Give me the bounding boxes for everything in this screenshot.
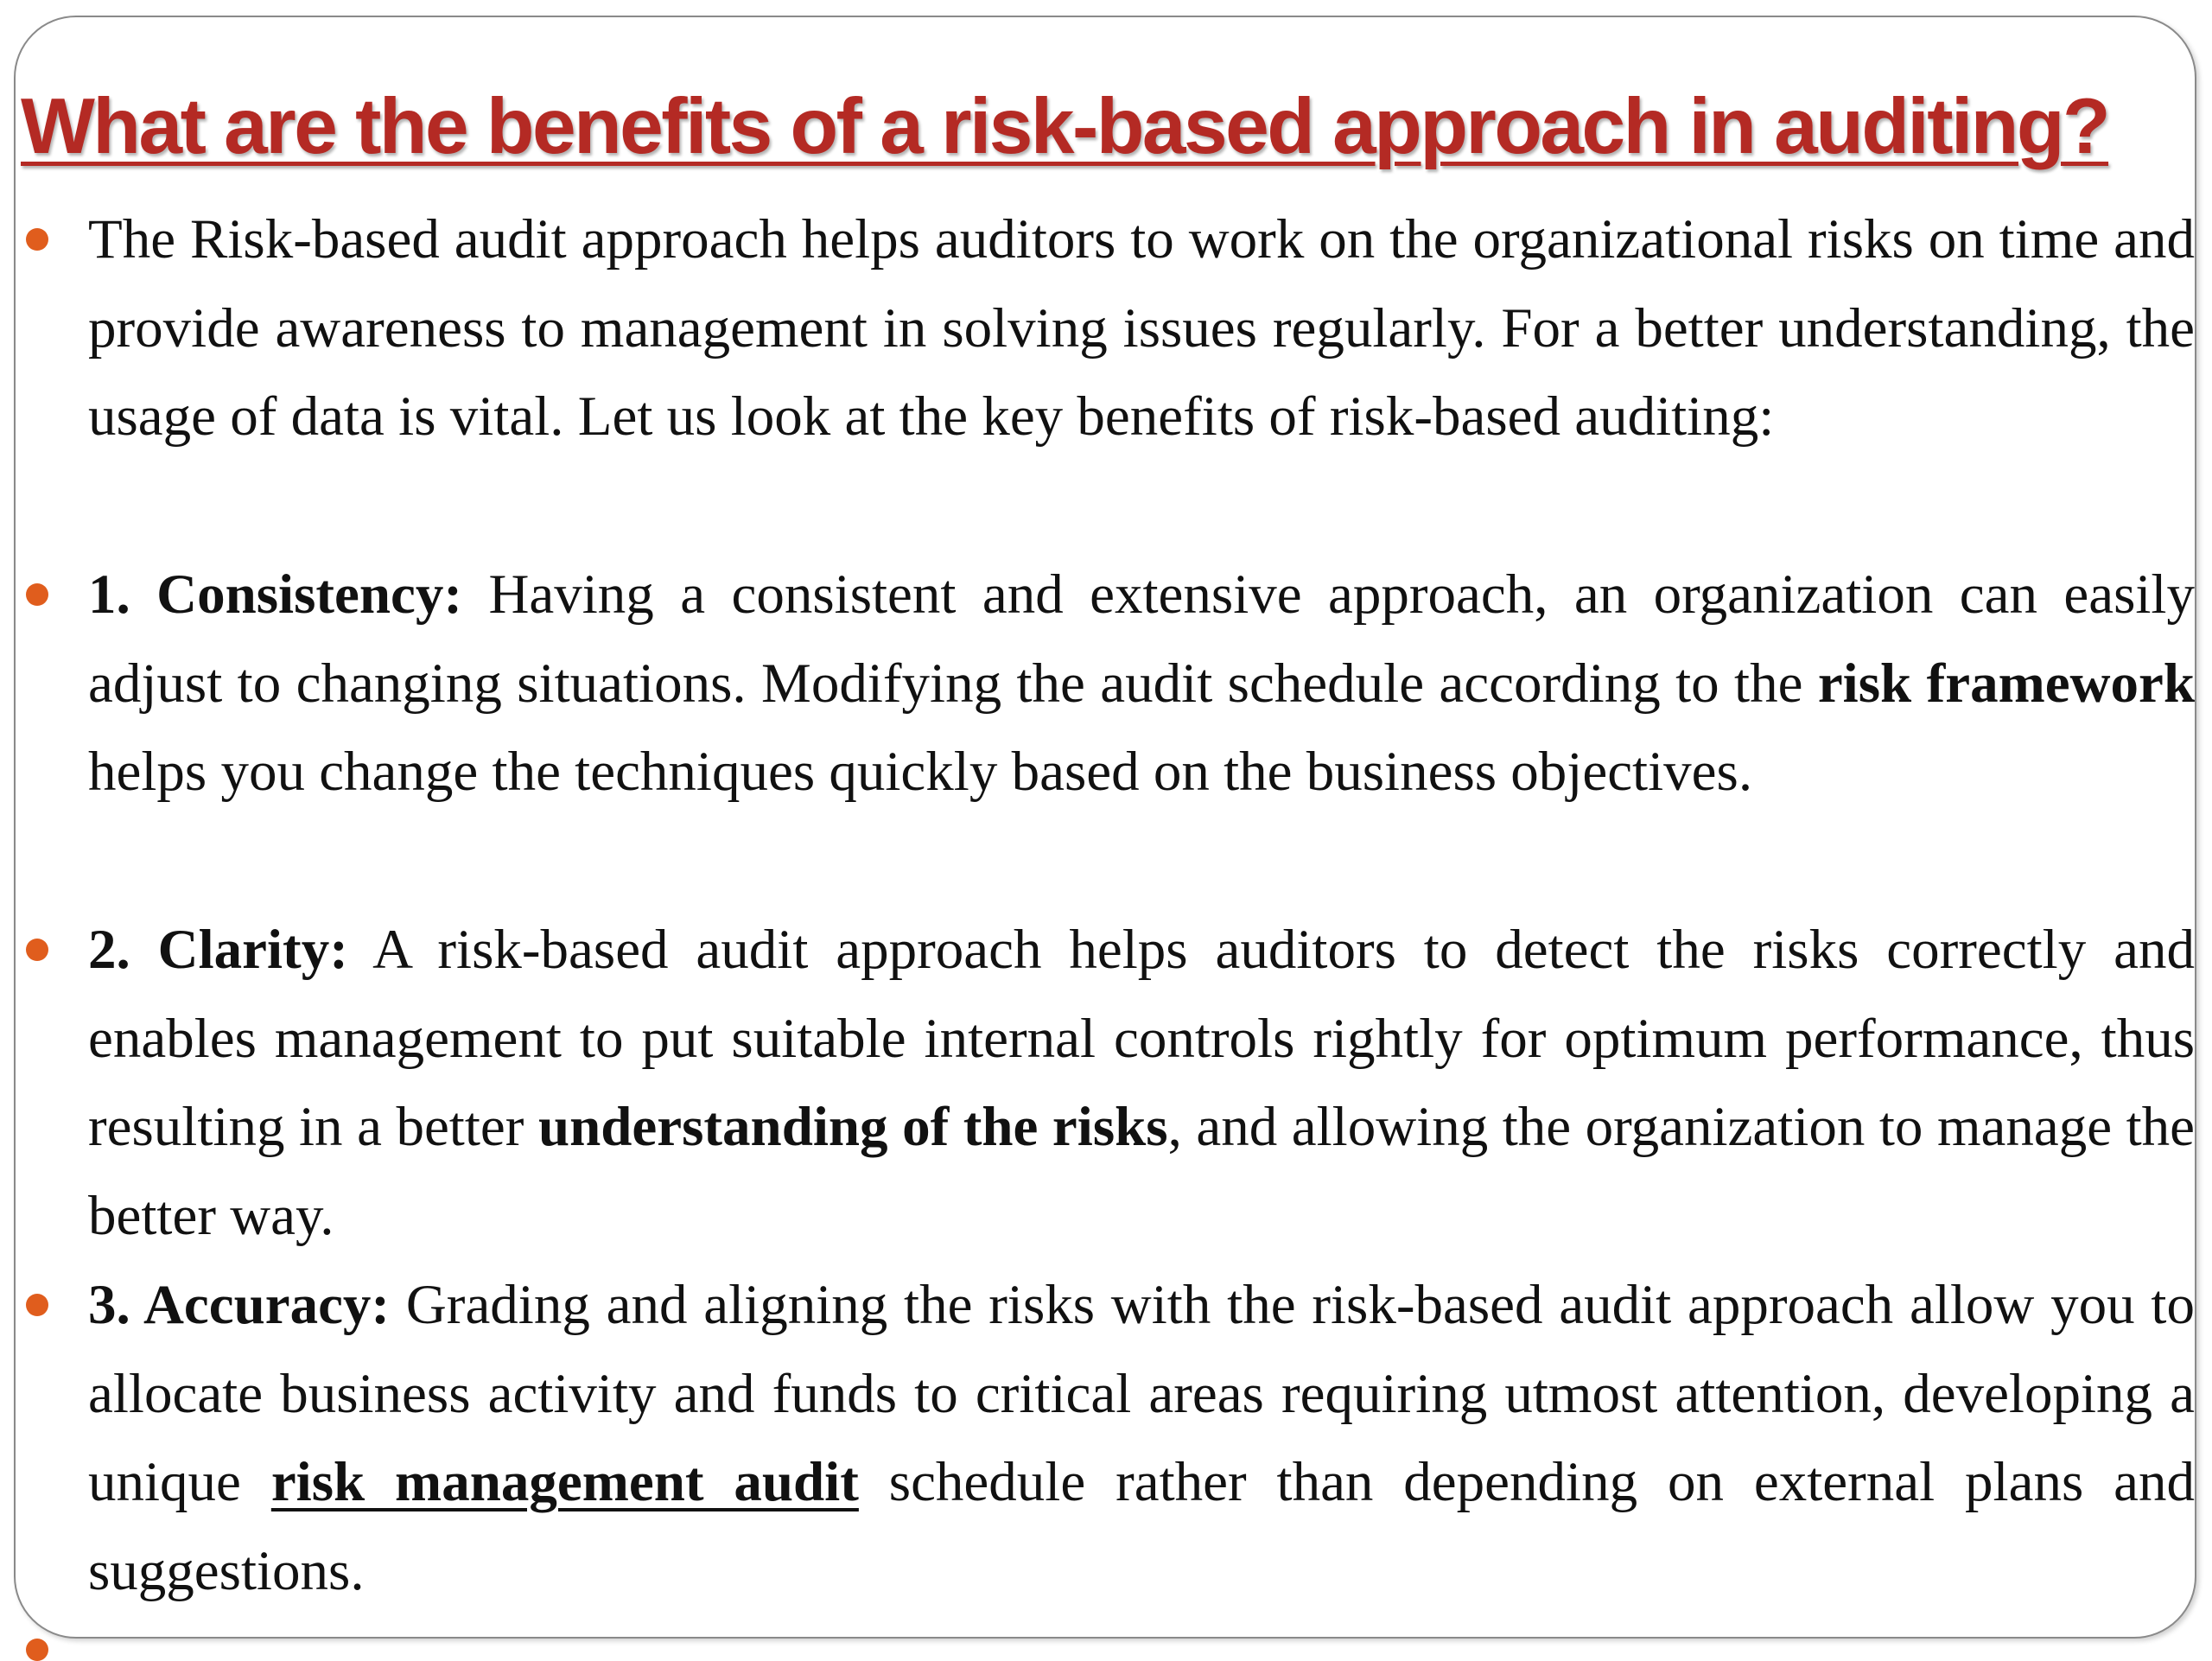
bullet-consistency: [88, 550, 2195, 817]
clarity-text-a: A risk-based audit approach helps auditors to detect the risks correctly and enables management to put suitable internal controls rightly for optimum performance, thus resulting in a better: [88, 919, 2195, 1158]
accuracy-text-b: schedule rather than depending on external plans and suggestions.: [88, 1451, 2195, 1602]
clarity-text-b: , and allowing the organization to manage the better way.: [88, 1096, 2196, 1247]
consistency-text-a: Having a consistent and extensive approach, an organization can easily adjust to changing situations. Modifying the audit schedule according to the: [88, 563, 2195, 715]
consistency-paragraph: [88, 550, 2195, 817]
bullet-clarity: [88, 906, 2195, 1260]
bullet-accuracy: [88, 1261, 2195, 1615]
clarity-heading: 2. Clarity:: [88, 919, 348, 981]
intro-text: The Risk-based audit approach helps auditors to work on the organizational risks on time and provide awareness to management in solving issues regularly. For a better understanding, the usage of data is vital. Let us look at the key benefits of risk-based auditing:: [88, 208, 2195, 448]
accuracy-heading: 3. Accuracy:: [88, 1274, 391, 1336]
bullet-dot-icon: [26, 939, 48, 961]
risk-framework-term: risk framework: [1817, 652, 2196, 715]
bullet-dot-icon: [26, 228, 48, 251]
risk-management-audit-link[interactable]: risk management audit: [270, 1451, 859, 1513]
bullet-dot-icon: [26, 583, 48, 606]
clarity-paragraph: [88, 906, 2195, 1260]
bullet-dot-icon: [26, 1294, 48, 1316]
accuracy-paragraph: [88, 1261, 2195, 1615]
accuracy-text-a: Grading and aligning the risks with the risk-based audit approach allow you to allocate business activity and funds to critical areas requiring utmost attention, developing a unique: [88, 1274, 2195, 1513]
consistency-heading: 1. Consistency:: [88, 563, 463, 626]
slide-title: What are the benefits of a risk-based approach in auditing?: [21, 83, 2109, 170]
understanding-risks-term: understanding of the risks: [537, 1096, 1168, 1158]
bullet-intro: [88, 195, 2195, 461]
consistency-text-b: helps you change the techniques quickly based on the business objectives.: [88, 741, 1753, 803]
empty-bullet-dot-icon: [26, 1639, 48, 1661]
